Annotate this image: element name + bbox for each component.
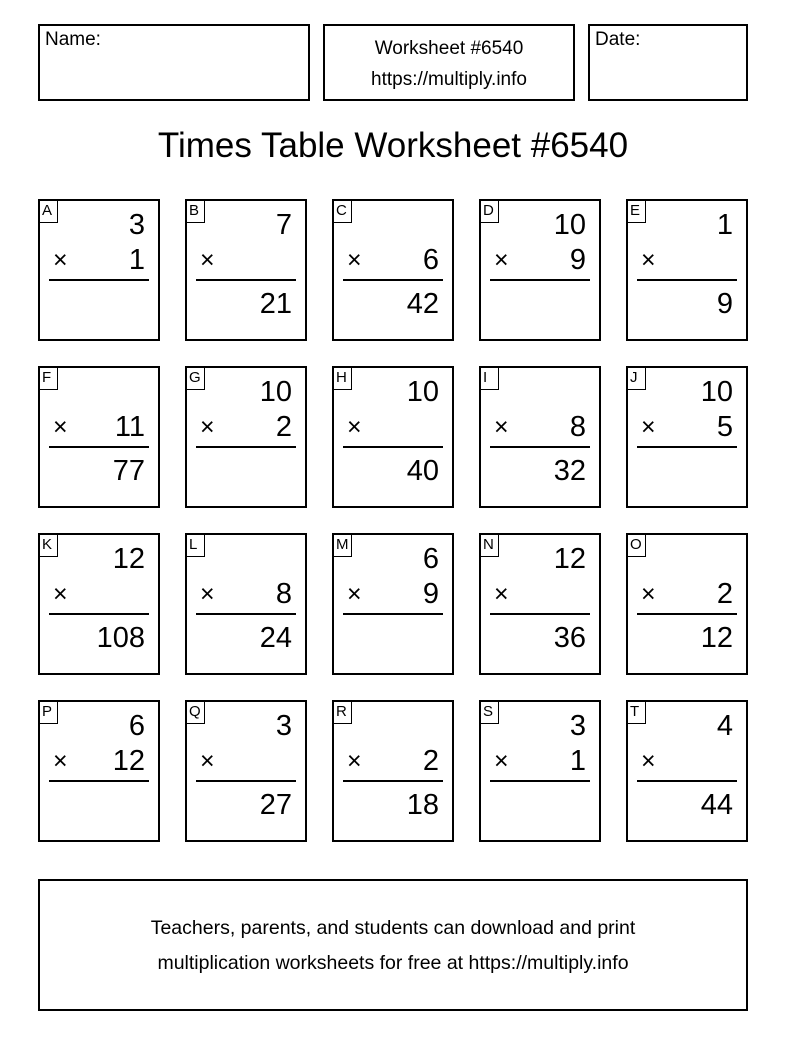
problem-letter: E <box>626 199 646 223</box>
problem-letter: Q <box>185 700 205 724</box>
product: 27 <box>259 789 292 821</box>
name-label: Name: <box>45 29 101 50</box>
footer-line-1: Teachers, parents, and students can download and print <box>150 917 636 939</box>
answer-rule <box>343 279 443 281</box>
multiplier: 2 <box>275 411 292 443</box>
product: 40 <box>406 455 439 487</box>
answer-rule <box>490 279 590 281</box>
multiplier: 1 <box>128 244 145 276</box>
product: 24 <box>259 622 292 654</box>
problem-letter: F <box>38 366 58 390</box>
multiplicand: 3 <box>275 710 292 742</box>
times-sign: × <box>494 580 509 608</box>
page-title: Times Table Worksheet #6540 <box>157 126 629 165</box>
date-field-box[interactable] <box>588 24 748 101</box>
multiplier: 9 <box>569 244 586 276</box>
times-sign: × <box>200 413 215 441</box>
problem-card-p <box>38 700 160 842</box>
times-sign: × <box>53 580 68 608</box>
answer-rule <box>196 780 296 782</box>
multiplicand: 6 <box>422 543 439 575</box>
problem-card-b <box>185 199 307 341</box>
multiplicand: 12 <box>553 543 586 575</box>
product: 36 <box>553 622 586 654</box>
times-sign: × <box>641 580 656 608</box>
answer-rule <box>343 446 443 448</box>
problem-card-g <box>185 366 307 508</box>
multiplier: 2 <box>716 578 733 610</box>
problem-card-m <box>332 533 454 675</box>
product: 18 <box>406 789 439 821</box>
multiplicand: 12 <box>112 543 145 575</box>
multiplicand: 10 <box>700 376 733 408</box>
problem-card-o <box>626 533 748 675</box>
times-sign: × <box>641 747 656 775</box>
date-label: Date: <box>595 29 641 50</box>
problem-letter: K <box>38 533 58 557</box>
multiplicand: 4 <box>716 710 733 742</box>
product: 77 <box>112 455 145 487</box>
times-sign: × <box>494 413 509 441</box>
answer-rule <box>637 446 737 448</box>
problem-card-e <box>626 199 748 341</box>
problem-card-i <box>479 366 601 508</box>
multiplier: 12 <box>112 745 145 777</box>
times-sign: × <box>200 580 215 608</box>
answer-rule <box>196 446 296 448</box>
multiplicand: 10 <box>259 376 292 408</box>
times-sign: × <box>200 747 215 775</box>
answer-rule <box>49 279 149 281</box>
times-sign: × <box>641 246 656 274</box>
multiplier: 2 <box>422 745 439 777</box>
problem-letter: A <box>38 199 58 223</box>
times-sign: × <box>641 413 656 441</box>
problem-card-c <box>332 199 454 341</box>
problem-letter: P <box>38 700 58 724</box>
answer-rule <box>490 613 590 615</box>
product: 42 <box>406 288 439 320</box>
problem-letter: L <box>185 533 205 557</box>
problem-letter: T <box>626 700 646 724</box>
problem-card-f <box>38 366 160 508</box>
times-sign: × <box>200 246 215 274</box>
answer-rule <box>196 279 296 281</box>
problem-card-d <box>479 199 601 341</box>
times-sign: × <box>494 747 509 775</box>
times-sign: × <box>347 747 362 775</box>
name-field-box[interactable] <box>38 24 310 101</box>
multiplicand: 7 <box>275 209 292 241</box>
problem-letter: N <box>479 533 499 557</box>
problem-card-s <box>479 700 601 842</box>
answer-rule <box>49 446 149 448</box>
product: 32 <box>553 455 586 487</box>
worksheet-url: https://multiply.info <box>371 69 527 90</box>
multiplier: 1 <box>569 745 586 777</box>
answer-rule <box>490 780 590 782</box>
answer-rule <box>49 780 149 782</box>
answer-rule <box>196 613 296 615</box>
worksheet-number: Worksheet #6540 <box>374 38 524 59</box>
multiplicand: 1 <box>716 209 733 241</box>
problem-letter: J <box>626 366 646 390</box>
problem-letter: R <box>332 700 352 724</box>
multiplier: 9 <box>422 578 439 610</box>
times-sign: × <box>347 246 362 274</box>
times-sign: × <box>494 246 509 274</box>
multiplier: 8 <box>275 578 292 610</box>
problem-card-h <box>332 366 454 508</box>
problem-card-k <box>38 533 160 675</box>
multiplicand: 6 <box>128 710 145 742</box>
product: 44 <box>700 789 733 821</box>
problem-card-n <box>479 533 601 675</box>
problem-letter: H <box>332 366 352 390</box>
problem-letter: C <box>332 199 352 223</box>
multiplier: 6 <box>422 244 439 276</box>
answer-rule <box>343 613 443 615</box>
problem-card-j <box>626 366 748 508</box>
multiplier: 11 <box>114 411 145 443</box>
problem-card-q <box>185 700 307 842</box>
problem-card-r <box>332 700 454 842</box>
footer-line-2: multiplication worksheets for free at https://multiply.info <box>157 952 629 974</box>
problem-card-a <box>38 199 160 341</box>
multiplier: 5 <box>716 411 733 443</box>
times-sign: × <box>347 580 362 608</box>
problem-letter: G <box>185 366 205 390</box>
answer-rule <box>637 613 737 615</box>
multiplicand: 3 <box>569 710 586 742</box>
times-sign: × <box>53 246 68 274</box>
times-sign: × <box>53 413 68 441</box>
problem-letter: S <box>479 700 499 724</box>
problem-letter: D <box>479 199 499 223</box>
product: 9 <box>716 288 733 320</box>
problem-letter: M <box>332 533 352 557</box>
multiplier: 8 <box>569 411 586 443</box>
answer-rule <box>490 446 590 448</box>
product: 21 <box>259 288 292 320</box>
times-sign: × <box>347 413 362 441</box>
answer-rule <box>637 780 737 782</box>
answer-rule <box>49 613 149 615</box>
product: 108 <box>96 622 145 654</box>
multiplicand: 10 <box>406 376 439 408</box>
problem-card-t <box>626 700 748 842</box>
problem-letter: I <box>479 366 499 390</box>
problem-letter: B <box>185 199 205 223</box>
problem-card-l <box>185 533 307 675</box>
answer-rule <box>637 279 737 281</box>
multiplicand: 10 <box>553 209 586 241</box>
worksheet-id-box <box>323 24 575 101</box>
times-sign: × <box>53 747 68 775</box>
answer-rule <box>343 780 443 782</box>
problem-letter: O <box>626 533 646 557</box>
product: 12 <box>700 622 733 654</box>
multiplicand: 3 <box>128 209 145 241</box>
footer-note <box>38 879 748 1011</box>
